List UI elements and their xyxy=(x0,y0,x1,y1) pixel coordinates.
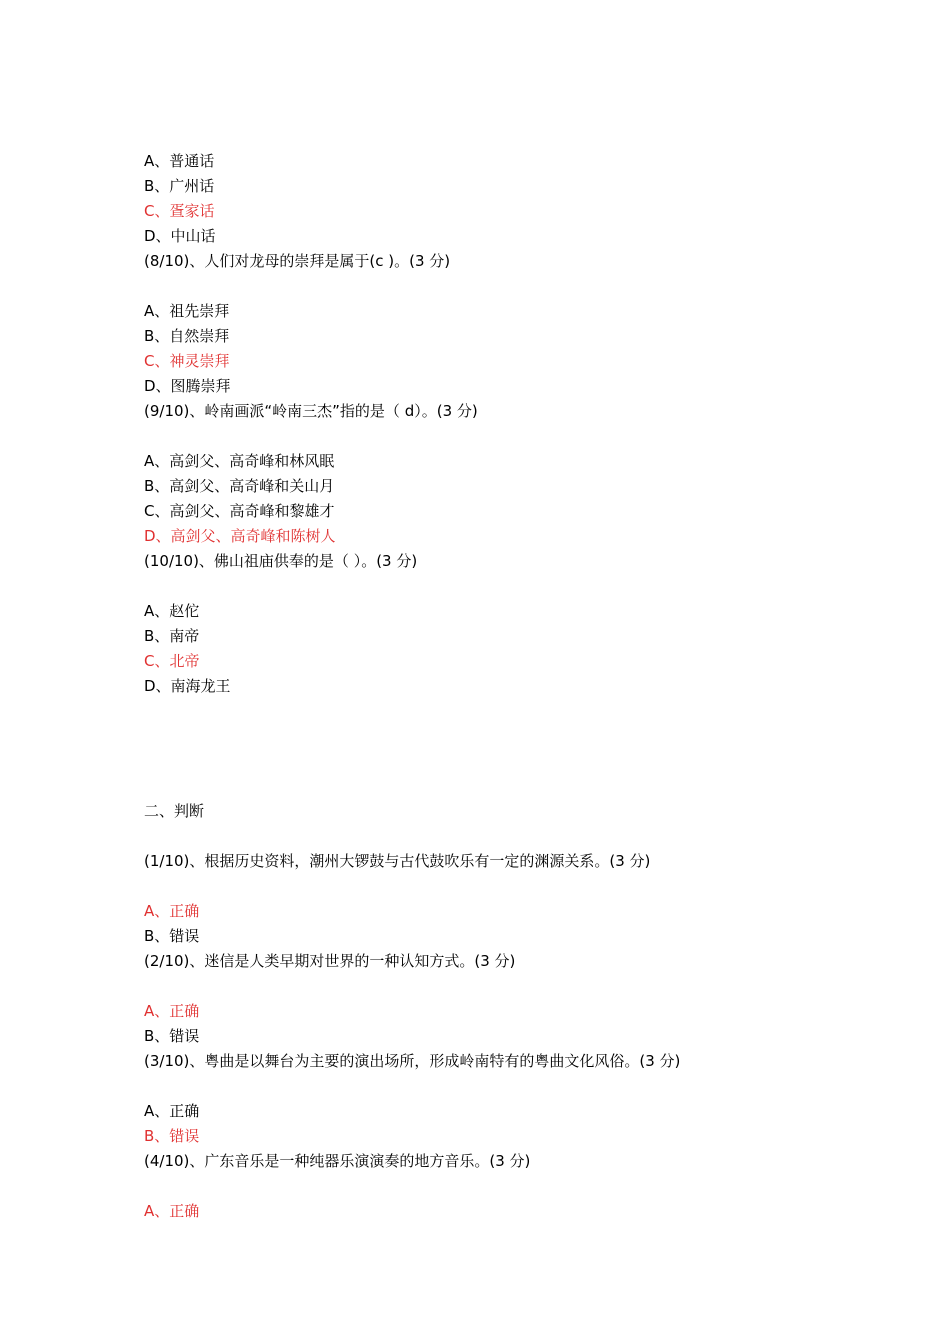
judge1-option-a: A、正确 xyxy=(144,902,200,920)
judge1-question: (1/10)、根据历史资料，潮州大锣鼓与古代鼓吹乐有一定的渊源关系。(3 分) xyxy=(144,852,651,870)
judge3-option-a: A、正确 xyxy=(144,1102,200,1120)
q8-option-c: C、神灵崇拜 xyxy=(144,352,230,370)
q10-option-d: D、南海龙王 xyxy=(144,677,231,695)
q7-option-d: D、中山话 xyxy=(144,227,216,245)
q10-question: (10/10)、佛山祖庙供奉的是（ ）。(3 分) xyxy=(144,552,418,570)
q9-option-c: C、高剑父、高奇峰和黎雄才 xyxy=(144,502,335,520)
document-content xyxy=(144,149,844,1224)
section-heading: 二、判断 xyxy=(144,802,205,820)
judge1-option-b: B、错误 xyxy=(144,927,200,945)
q8-option-b: B、自然崇拜 xyxy=(144,327,230,345)
judge2-option-a: A、正确 xyxy=(144,1002,200,1020)
q9-option-d: D、高剑父、高奇峰和陈树人 xyxy=(144,527,336,545)
judge4-question: (4/10)、广东音乐是一种纯器乐演演奏的地方音乐。(3 分) xyxy=(144,1152,531,1170)
q9-option-a: A、高剑父、高奇峰和林风眠 xyxy=(144,452,335,470)
judge3-option-b: B、错误 xyxy=(144,1127,200,1145)
judge3-question: (3/10)、粤曲是以舞台为主要的演出场所，形成岭南特有的粤曲文化风俗。(3 分) xyxy=(144,1052,681,1070)
q10-option-c: C、北帝 xyxy=(144,652,200,670)
judge2-question: (2/10)、迷信是人类早期对世界的一种认知方式。(3 分) xyxy=(144,952,516,970)
q7-option-a: A、普通话 xyxy=(144,152,215,170)
q9-question: (9/10)、岭南画派“岭南三杰”指的是（ d）。(3 分) xyxy=(144,402,478,420)
q7-option-c: C、疍家话 xyxy=(144,202,215,220)
q7-option-b: B、广州话 xyxy=(144,177,215,195)
q8-option-d: D、图腾崇拜 xyxy=(144,377,231,395)
q10-option-a: A、赵佗 xyxy=(144,602,200,620)
q8-option-a: A、祖先崇拜 xyxy=(144,302,230,320)
q10-option-b: B、南帝 xyxy=(144,627,200,645)
judge4-option-a: A、正确 xyxy=(144,1202,200,1220)
judge2-option-b: B、错误 xyxy=(144,1027,200,1045)
q8-question: (8/10)、人们对龙母的崇拜是属于(c )。(3 分) xyxy=(144,252,451,270)
q9-option-b: B、高剑父、高奇峰和关山月 xyxy=(144,477,335,495)
